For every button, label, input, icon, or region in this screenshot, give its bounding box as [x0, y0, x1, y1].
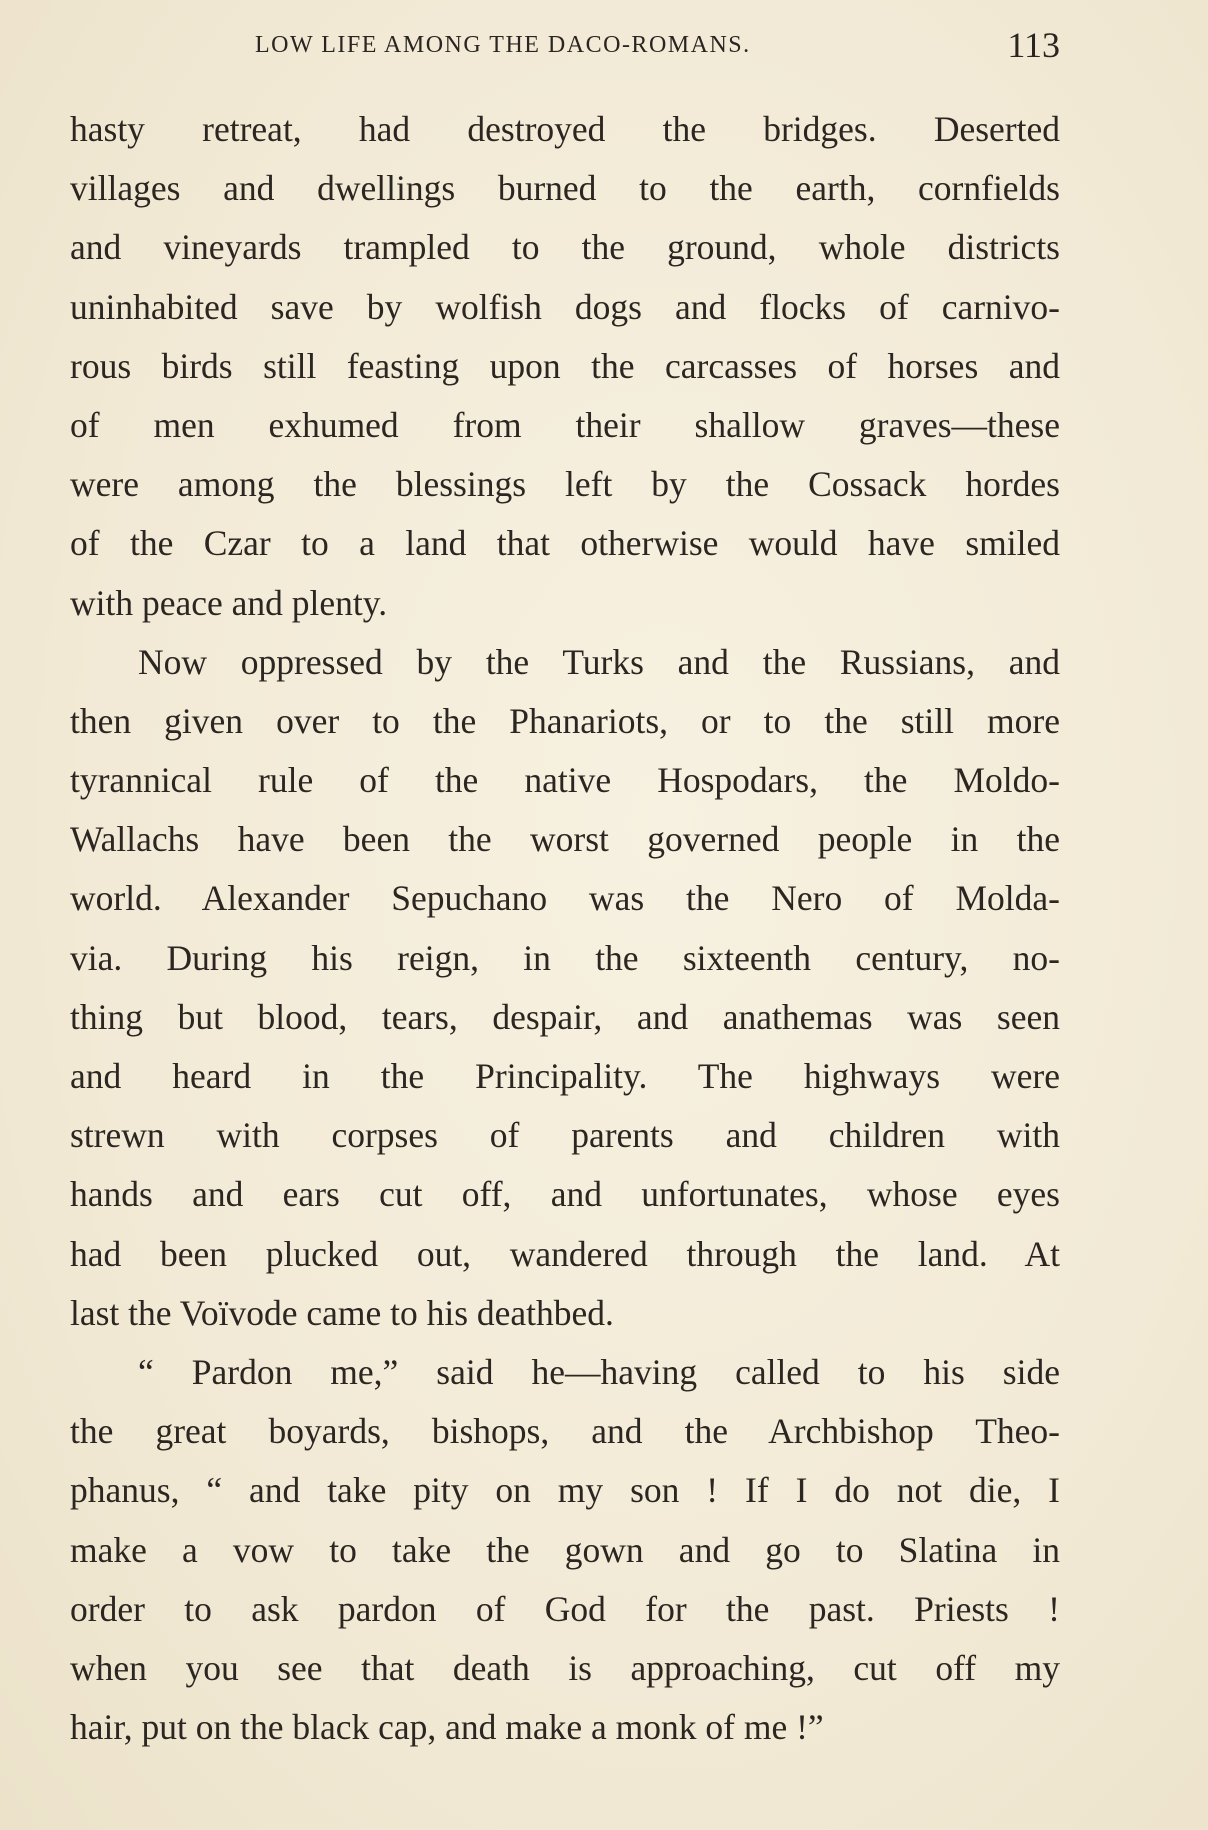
- text-line: hands and ears cut off, and unfortunates, whose eyes: [70, 1174, 1060, 1215]
- text-line: hasty retreat, had destroyed the bridges. Deserted: [70, 109, 1060, 149]
- body-text: [70, 100, 1060, 1757]
- text-line: last the Voïvode came to his deathbed.: [70, 1292, 614, 1333]
- text-line: Wallachs have been the worst governed people in the: [70, 819, 1060, 860]
- paragraph-start-line: “ Pardon me,” said he—having called to his side: [138, 1351, 1060, 1392]
- text-line: world. Alexander Sepuchano was the Nero of Molda-: [70, 878, 1060, 919]
- text-line: had been plucked out, wandered through the land. At: [70, 1233, 1060, 1274]
- text-line: and vineyards trampled to the ground, whole districts: [70, 227, 1060, 268]
- text-line: rous birds still feasting upon the carcasses of horses and: [70, 345, 1060, 386]
- text-line: make a vow to take the gown and go to Slatina in: [70, 1529, 1060, 1570]
- text-line: of the Czar to a land that otherwise would have smiled: [70, 523, 1060, 564]
- text-line: tyrannical rule of the native Hospodars, the Moldo-: [70, 760, 1060, 801]
- paragraph-start-line: Now oppressed by the Turks and the Russians, and: [138, 641, 1060, 682]
- text-line: the great boyards, bishops, and the Archbishop Theo-: [70, 1411, 1060, 1452]
- text-line: via. During his reign, in the sixteenth century, no-: [70, 937, 1060, 978]
- text-line: strewn with corpses of parents and children with: [70, 1115, 1060, 1156]
- text-line: were among the blessings left by the Cossack hordes: [70, 464, 1060, 505]
- text-line: phanus, “ and take pity on my son ! If I do not die, I: [70, 1470, 1060, 1511]
- text-line: when you see that death is approaching, cut off my: [70, 1647, 1060, 1688]
- text-line: then given over to the Phanariots, or to the still more: [70, 700, 1060, 741]
- running-title: LOW LIFE AMONG THE DACO-ROMANS.: [255, 32, 751, 58]
- text-line: hair, put on the black cap, and make a monk of me !”: [70, 1707, 824, 1748]
- page-number: 113: [1007, 25, 1060, 65]
- running-head: [70, 24, 1060, 64]
- text-line: thing but blood, tears, despair, and anathemas was seen: [70, 996, 1060, 1037]
- text-line: uninhabited save by wolfish dogs and flocks of carnivo-: [70, 286, 1060, 327]
- text-line: order to ask pardon of God for the past. Priests !: [70, 1588, 1060, 1629]
- text-line: and heard in the Principality. The highways were: [70, 1056, 1060, 1096]
- text-line: villages and dwellings burned to the earth, cornfields: [70, 168, 1060, 209]
- text-line: of men exhumed from their shallow graves—these: [70, 404, 1060, 445]
- text-line: with peace and plenty.: [70, 582, 388, 623]
